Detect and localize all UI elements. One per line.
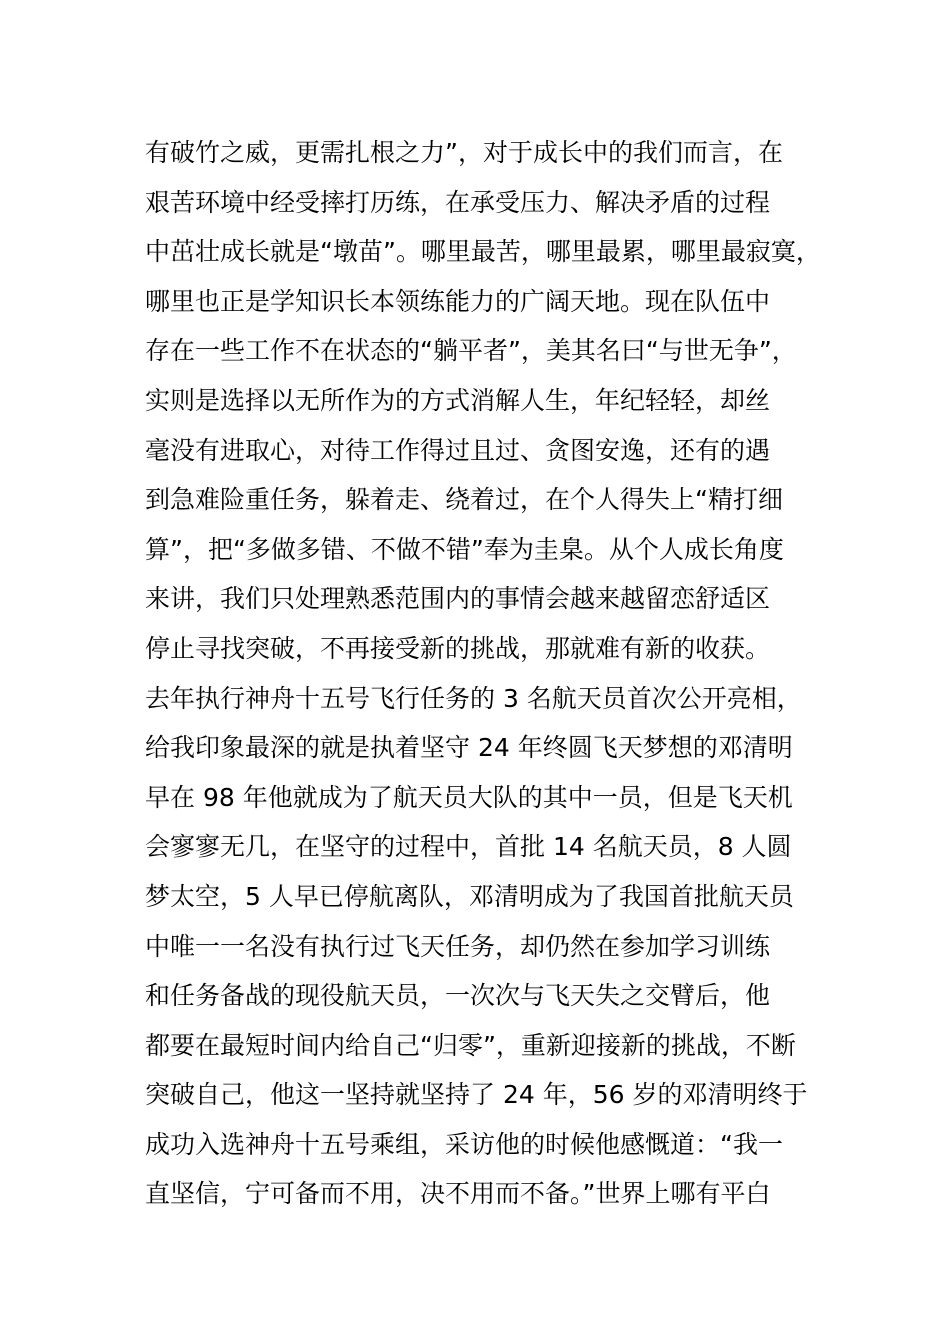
text-line-10: 来讲，我们只处理熟悉范围内的事情会越来越留恋舒适区 — [145, 584, 771, 614]
text-line-21: 成功入选神舟十五号乘组，采访他的时候他感慨道：“我一 — [145, 1129, 783, 1159]
text-line-1: 有破竹之威，更需扎根之力”，对于成长中的我们而言，在 — [145, 138, 783, 167]
text-line-17: 中唯一一名没有执行过飞天任务，却仍然在参加学习训练 — [145, 931, 771, 961]
text-line-8: 到急难险重任务，躲着走、绕着过，在个人得失上“精打细 — [145, 485, 783, 515]
text-line-16: 梦太空，5 人早已停航离队，邓清明成为了我国首批航天员 — [145, 881, 794, 911]
body-text — [145, 128, 845, 1219]
text-line-4: 哪里也正是学知识长本领练能力的广阔天地。现在队伍中 — [145, 286, 771, 316]
text-line-6: 实则是选择以无所作为的方式消解人生，年纪轻轻，却丝 — [145, 385, 771, 415]
text-line-12: 去年执行神舟十五号飞行任务的 3 名航天员首次公开亮相， — [145, 683, 802, 713]
text-line-15: 会寥寥无几，在坚守的过程中，首批 14 名航天员，8 人圆 — [145, 832, 792, 862]
text-line-3: 中茁壮成长就是“墩苗”。哪里最苦，哪里最累，哪里最寂寞， — [145, 237, 821, 267]
text-line-14: 早在 98 年他就成为了航天员大队的其中一员，但是飞天机 — [145, 782, 793, 812]
text-line-2: 艰苦环境中经受摔打历练，在承受压力、解决矛盾的过程 — [145, 187, 771, 217]
text-line-9: 算”，把“多做多错、不做不错”奉为圭臬。从个人成长角度 — [145, 534, 784, 564]
text-line-20: 突破自己，他这一坚持就坚持了 24 年，56 岁的邓清明终于 — [145, 1080, 808, 1110]
text-line-18: 和任务备战的现役航天员，一次次与飞天失之交臂后，他 — [145, 981, 771, 1011]
text-line-22: 直坚信，宁可备而不用，决不用而不备。”世界上哪有平白 — [145, 1179, 771, 1209]
text-line-13: 给我印象最深的就是执着坚守 24 年终圆飞天梦想的邓清明 — [145, 733, 793, 763]
text-line-5: 存在一些工作不在状态的“躺平者”，美其名曰“与世无争”， — [145, 336, 797, 366]
text-line-7: 毫没有进取心，对待工作得过且过、贪图安逸，还有的遇 — [145, 435, 771, 465]
text-line-19: 都要在最短时间内给自己“归零”，重新迎接新的挑战，不断 — [145, 1030, 796, 1060]
text-line-11: 停止寻找突破，不再接受新的挑战，那就难有新的收获。 — [145, 633, 771, 663]
